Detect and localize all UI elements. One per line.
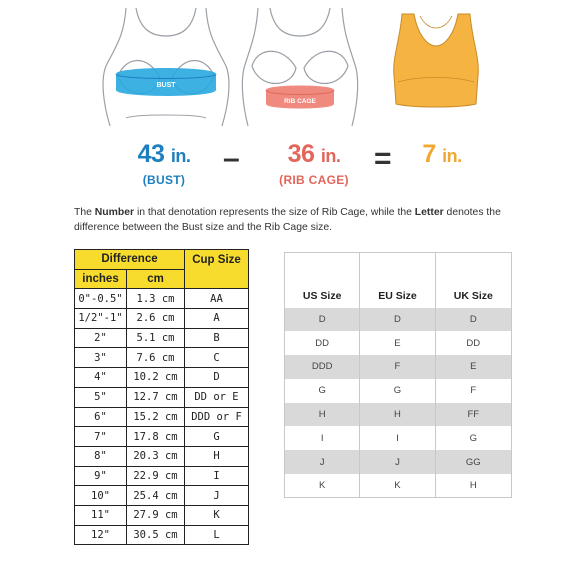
table-row: [285, 426, 512, 450]
size-cell: K: [360, 474, 435, 498]
size-cell: E: [435, 355, 511, 379]
inches-cell: 2": [75, 328, 127, 348]
size-cell: I: [360, 426, 435, 450]
size-header: UK Size: [453, 289, 493, 302]
minus-sign: –: [223, 142, 240, 175]
table-row: [285, 331, 512, 355]
table-row: [75, 486, 249, 506]
table-row: [75, 348, 249, 368]
size-cell: I: [285, 426, 360, 450]
size-cell: F: [360, 355, 435, 379]
cm-cell: 10.2 cm: [127, 368, 185, 388]
table-row: [75, 505, 249, 525]
table-row: [75, 328, 249, 348]
cup-cell: H: [185, 446, 249, 466]
bust-label: (BUST): [142, 173, 186, 187]
number-emphasis: Number: [94, 207, 135, 218]
inches-cell: 5": [75, 387, 127, 407]
cm-cell: 5.1 cm: [127, 328, 185, 348]
size-cell: H: [469, 480, 477, 492]
size-header: US Size: [285, 253, 360, 308]
cup-cell: C: [185, 348, 249, 368]
difference-header: Difference: [75, 250, 185, 270]
cm-cell: 12.7 cm: [127, 387, 185, 407]
international-size-table: [284, 252, 512, 498]
inches-cell: 1/2"-1": [75, 309, 127, 329]
size-cell: DDD: [285, 355, 360, 379]
cup-cell: DD or E: [185, 387, 249, 407]
cup-cell: J: [185, 486, 249, 506]
cup-cell: K: [185, 505, 249, 525]
cup-cell: D: [185, 368, 249, 388]
rib-value: 36: [287, 140, 315, 168]
cm-cell: 27.9 cm: [127, 505, 185, 525]
table-row: [75, 407, 249, 427]
cup-cell: A: [185, 309, 249, 329]
cup-cell: I: [185, 466, 249, 486]
bust-measurement-figure: [96, 6, 236, 128]
inches-cell: 6": [75, 407, 127, 427]
inches-cell: 10": [75, 486, 127, 506]
table-row: [285, 474, 512, 498]
size-cell: FF: [435, 403, 511, 427]
table-row: [285, 450, 512, 474]
size-cell: H: [360, 403, 435, 427]
size-cell: DD: [285, 331, 360, 355]
size-cell: K: [285, 474, 360, 498]
cm-cell: 20.3 cm: [127, 446, 185, 466]
rib-band-label: RIB CAGE: [284, 98, 316, 105]
inches-cell: 9": [75, 466, 127, 486]
rib-cage-measurement-figure: [236, 6, 364, 128]
size-cell: E: [360, 331, 435, 355]
rib-cage-measurement: [264, 140, 364, 187]
difference-cup-table: [74, 249, 249, 545]
inches-cell: 4": [75, 368, 127, 388]
size-header: EU Size: [360, 253, 435, 308]
size-cell: J: [285, 450, 360, 474]
inches-cell: 12": [75, 525, 127, 545]
size-cell: D: [360, 308, 435, 332]
table-row: [75, 427, 249, 447]
cup-value: 7: [422, 140, 436, 168]
table-row: [75, 525, 249, 545]
size-cell: GG: [435, 450, 511, 474]
rib-label: (RIB CAGE): [279, 173, 349, 187]
size-cell: G: [360, 379, 435, 403]
bust-measurement: [122, 140, 206, 187]
table-row: [75, 309, 249, 329]
cm-cell: 7.6 cm: [127, 348, 185, 368]
size-cell: F: [470, 385, 477, 397]
cm-cell: 25.4 cm: [127, 486, 185, 506]
cm-cell: 15.2 cm: [127, 407, 185, 427]
size-cell: DD: [466, 337, 481, 349]
equals-sign: =: [374, 142, 392, 175]
cm-cell: 22.9 cm: [127, 466, 185, 486]
cup-cell: AA: [185, 289, 249, 309]
size-cell: J: [360, 450, 435, 474]
size-cell: G: [469, 432, 477, 444]
cup-cell: G: [185, 427, 249, 447]
size-cell: D: [435, 308, 511, 332]
rib-unit: in.: [320, 146, 341, 166]
table-row: [285, 379, 512, 403]
bust-value: 43: [137, 140, 165, 168]
cm-cell: 2.6 cm: [127, 309, 185, 329]
cup-cell: L: [185, 525, 249, 545]
table-row: [285, 355, 512, 379]
table-row: [75, 387, 249, 407]
cm-header: cm: [127, 269, 185, 289]
bust-unit: in.: [170, 146, 191, 166]
inches-header: inches: [75, 269, 127, 289]
table-row: [75, 368, 249, 388]
cup-cell: B: [185, 328, 249, 348]
table-row: [75, 289, 249, 309]
cup-size-header: Cup Size: [185, 250, 249, 289]
table-row: [75, 446, 249, 466]
table-row: [285, 403, 512, 427]
size-cell: G: [285, 379, 360, 403]
cup-difference: [412, 140, 472, 170]
cm-cell: 30.5 cm: [127, 525, 185, 545]
inches-cell: 11": [75, 505, 127, 525]
cm-cell: 17.8 cm: [127, 427, 185, 447]
table-row: [285, 308, 512, 332]
inches-cell: 7": [75, 427, 127, 447]
cup-unit: in.: [442, 146, 462, 166]
table-row: [75, 466, 249, 486]
cm-cell: 1.3 cm: [127, 289, 185, 309]
size-cell: D: [285, 308, 360, 332]
cup-cell: DDD or F: [185, 407, 249, 427]
inches-cell: 8": [75, 446, 127, 466]
size-cell: H: [285, 403, 360, 427]
sports-bra-figure: [388, 6, 484, 116]
inches-cell: 3": [75, 348, 127, 368]
bust-band-label: BUST: [156, 82, 176, 89]
letter-emphasis: Letter: [414, 207, 444, 218]
inches-cell: 0"-0.5": [75, 289, 127, 309]
description-text: The Number in that denotation represents the size of Rib Cage, while the Letter denotes the difference between the Bust size and the Rib Cage size.: [74, 207, 501, 233]
